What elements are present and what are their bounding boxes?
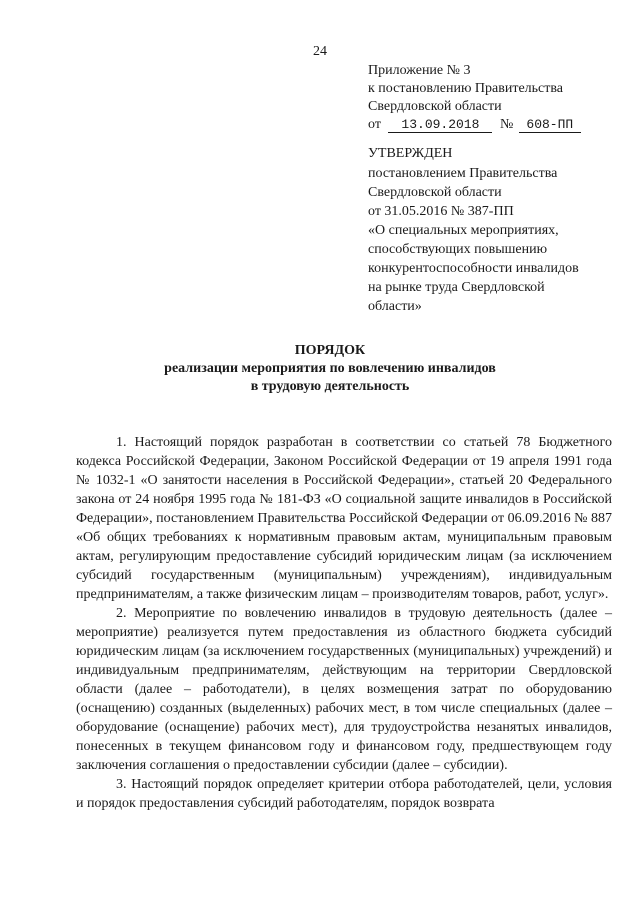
appendix-line-3: Свердловской области — [368, 99, 502, 114]
paragraph-1: 1. Настоящий порядок разработан в соответствии со статьей 78 Бюджетного кодекса Российской Федерации, Законом Российской Федерации от 19 апреля 1991 года № 1032-1 «О занятости населения в Российской Федерации», статьей 20 Федерального закона от 24 ноября 1995 года № 181-ФЗ «О социальной защите инвалидов в Российской Федерации», постановлением Правительства Российской Федерации от 06.09.2016 № 887 «Об общих требованиях к нормативным правовым актам, муниципальным правовым актам, регулирующим предоставление субсидий юридическим лицам (за исключением субсидий государственным (муниципальным) учреждениям), индивидуальным предпринимателям, а также физическим лицам – производителям товаров, работ, услуг». — [76, 435, 612, 602]
approved-line: на рынке труда Свердловской — [368, 280, 545, 295]
approved-line: конкурентоспособности инвалидов — [368, 261, 579, 276]
title-line-3: в трудовую деятельность — [250, 379, 410, 394]
resolution-date: 13.09.2018 — [388, 118, 492, 133]
approved-line: области» — [368, 299, 422, 314]
resolution-number: 608-ПП — [519, 118, 581, 133]
approved-line: постановлением Правительства — [368, 166, 558, 181]
appendix-date-line — [368, 116, 628, 134]
approved-line: способствующих повышению — [368, 242, 548, 257]
title-main: ПОРЯДОК — [294, 343, 366, 358]
title-line-2: реализации мероприятия по вовлечению инвалидов — [164, 361, 496, 376]
number-label: № — [499, 117, 514, 132]
approved-line: «О специальных мероприятиях, — [368, 223, 559, 238]
page-number: 24 — [313, 44, 327, 59]
document-title — [0, 342, 640, 396]
approved-heading: УТВЕРЖДЕН — [368, 146, 453, 161]
appendix-line-1: Приложение № 3 — [368, 63, 471, 78]
approved-line: от 31.05.2016 № 387-ПП — [368, 204, 514, 219]
appendix-block — [368, 62, 628, 134]
paragraph-2: 2. Мероприятие по вовлечению инвалидов в трудовую деятельность (далее – мероприятие) реализуется путем предоставления из областного бюджета субсидий юридическим лицам (за исключением государственных (муниципальных) учреждений) и индивидуальным предпринимателям, действующим на территории Свердловской области (далее – работодатели), в целях возмещения затрат по оборудованию (оснащению) созданных (выделенных) рабочих мест, в том числе специальных (далее – оборудование (оснащение) рабочих мест), для трудоустройства незанятых инвалидов, понесенных в текущем финансовом году и финансовом году, предшествующем году заключения соглашения о предоставлении субсидии (далее – субсидии). — [76, 606, 612, 773]
paragraph-3: 3. Настоящий порядок определяет критерии отбора работодателей, цели, условия и порядок предоставления субсидий работодателям, порядок возврата — [76, 777, 612, 811]
document-body — [76, 433, 612, 813]
approved-line: Свердловской области — [368, 185, 502, 200]
approved-block — [368, 144, 630, 316]
from-label: от — [368, 117, 381, 132]
appendix-line-2: к постановлению Правительства — [368, 81, 564, 96]
